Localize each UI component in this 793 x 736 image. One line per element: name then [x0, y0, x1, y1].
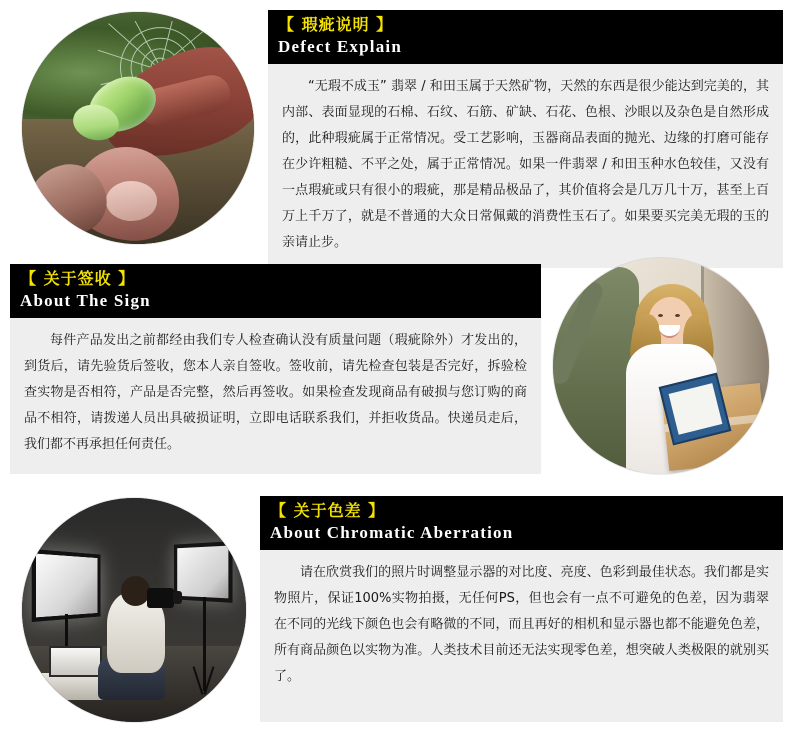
softbox-left [32, 549, 101, 622]
color-body-text: 请在欣赏我们的照片时调整显示器的对比度、亮度、色彩到最佳状态。我们都是实物照片，保证100%实物拍摄，无任何PS，但也会有一点不可避免的色差，因为翡翠在不同的光线下颜色也会有略微的不同，而且再好的相机和显示器也都不能避免色差，所有商品颜色以实物为准。人类技术目前还无法实现零色差，想突破人类极限的就别买了。 [260, 550, 783, 722]
softbox-left-rim [32, 549, 101, 622]
color-text-column [260, 496, 783, 722]
delivery-illustration [553, 258, 769, 474]
section-chromatic-aberration [0, 488, 793, 722]
sign-photo-wrapper [553, 258, 769, 474]
clipboard-paper [668, 383, 722, 435]
color-header [260, 496, 783, 550]
camera-lens [173, 591, 183, 604]
sign-header [10, 264, 541, 318]
photo-studio-shooting-photo [22, 498, 246, 722]
courier-delivery-photo [553, 258, 769, 474]
light-stand-right [203, 597, 206, 691]
defect-body-text: “无瑕不成玉” 翡翠 / 和田玉属于天然矿物，天然的东西是很少能达到完美的，其内部、表面显现的石棉、石纹、石筋、矿缺、石花、色根、沙眼以及杂色是自然形成的，此种瑕疵属于正常情况。受工艺影响，玉器商品表面的抛光、边缘的打磨可能存在少许粗糙、不平之处，属于正常情况。如果一件翡翠 / 和田玉种水色较佳，又没有一点瑕疵或只有很小的瑕疵，那是精品极品了，其价值将会是几万几十万，甚至上百万上千万了，就是不普通的大众日常佩戴的消费性玉石了。如果要买完美无瑕的玉的亲请止步。 [268, 64, 783, 268]
photographer-head [121, 576, 150, 605]
defect-title-zh: 【 瑕疵说明 】 [278, 15, 394, 34]
defect-photo-wrapper [22, 12, 254, 268]
courier-head [553, 258, 573, 300]
camera [147, 588, 174, 608]
sign-title-en: About The Sign [20, 291, 151, 310]
softbox-right [174, 541, 232, 603]
thumb-nail [106, 181, 157, 220]
sign-title-zh: 【 关于签收 】 [20, 269, 136, 288]
sign-body-text: 每件产品发出之前都经由我们专人检查确认没有质量问题（瑕疵除外）才发出的，到货后，请先验货后签收，您本人亲自签收。签收前，请先检查包装是否完好，拆验检查实物是否相符，产品是否完整，然后再签收。如果检查发现商品有破损与您订购的商品不相符，请拨递人员出具破损证明，立即电话联系我们，并拒收货品。快递员走后，我们都不再承担任何责任。 [10, 318, 541, 474]
color-title-zh: 【 关于色差 】 [270, 501, 386, 520]
section-about-the-sign [0, 252, 793, 474]
studio-photo-wrapper [22, 498, 246, 722]
defect-header [268, 10, 783, 64]
hand-holding-jade-photo [22, 12, 254, 244]
sign-text-column [10, 264, 541, 474]
studio-illustration [22, 498, 246, 722]
light-tent [49, 646, 102, 677]
softbox-right-rim [174, 541, 232, 603]
defect-title-en: Defect Explain [278, 37, 402, 56]
section-defect-explain [0, 2, 793, 268]
defect-text-column [268, 10, 783, 268]
jade-illustration [22, 12, 254, 244]
color-title-en: About Chromatic Aberration [270, 523, 514, 542]
